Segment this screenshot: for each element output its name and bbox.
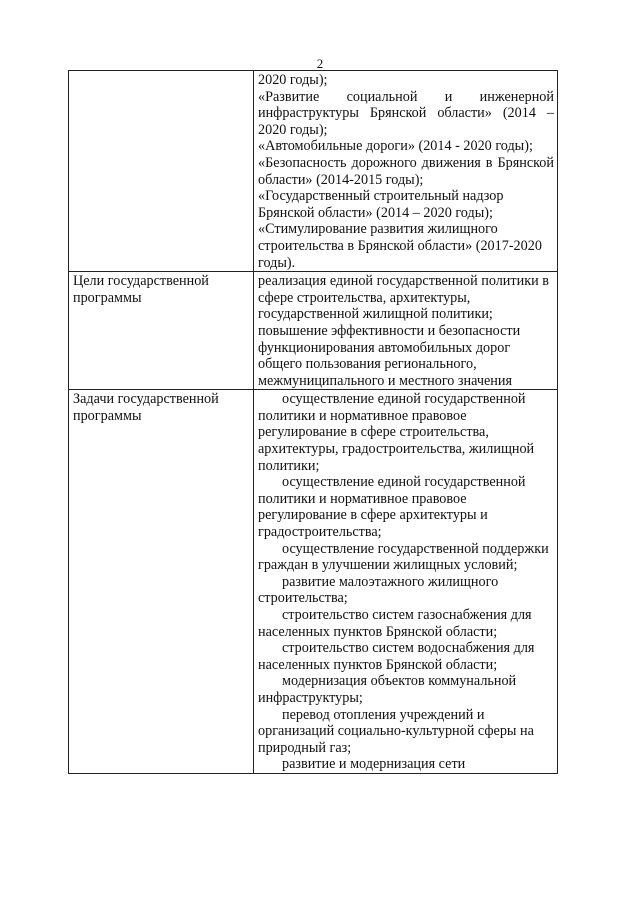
list-item: «Стимулирование развития жилищного строительства в Брянской области» (2017-2020 годы).: [258, 221, 542, 271]
list-item: «Автомобильные дороги» (2014 - 2020 годы);: [258, 138, 533, 155]
page-number: 2: [316, 56, 324, 71]
row-content-cell: [254, 390, 558, 774]
row-label-cell: Цели государственной программы: [69, 272, 254, 390]
row-label-cell: Задачи государственной программы: [69, 390, 254, 774]
list-item: «Развитие социальной и инженерной инфраструктуры Брянской области» (2014 – 2020 годы);: [258, 88, 554, 138]
table-row-goals: [69, 272, 558, 390]
list-item: осуществление государственной поддержки граждан в улучшении жилищных условий;: [258, 540, 549, 574]
row-label-cell: [69, 71, 254, 272]
list-item: строительство систем водоснабжения для населенных пунктов Брянской области;: [258, 640, 535, 673]
list-item: 2020 годы);: [258, 72, 328, 88]
list-item: развитие и модернизация сети: [282, 756, 466, 773]
list-item: осуществление единой государственной политики и нормативное правовое регулирование в сфере строительства, архитектуры, градостроительства, жилищной политики;: [258, 391, 535, 474]
table-row-tasks: [69, 390, 558, 774]
list-item: реализация единой государственной политики в сфере строительства, архитектуры, государственной жилищной политики; повышение эффективности и безопасности функционирования автомобильных дорог общего пользования регионального, межмуниципального и местного значения: [258, 273, 549, 389]
list-item: перевод отопления учреждений и организаций социально-культурной сферы на природный газ;: [258, 706, 534, 756]
row-content-cell: [254, 272, 558, 390]
list-item: «Государственный строительный надзор Брянской области» (2014 – 2020 годы);: [258, 188, 504, 221]
program-passport-table: [68, 70, 558, 774]
row-content-cell: [254, 71, 558, 272]
list-item: развитие малоэтажного жилищного строительства;: [258, 573, 499, 607]
list-item: строительство систем газоснабжения для населенных пунктов Брянской области;: [258, 607, 532, 640]
list-item: модернизация объектов коммунальной инфраструктуры;: [258, 673, 517, 706]
table-row-subprograms: [69, 71, 558, 272]
list-item: осуществление единой государственной политики и нормативное правовое регулирование в сфере архитектуры и градостроительства;: [258, 474, 526, 541]
list-item: «Безопасность дорожного движения в Брянской области» (2014-2015 годы);: [258, 154, 554, 188]
